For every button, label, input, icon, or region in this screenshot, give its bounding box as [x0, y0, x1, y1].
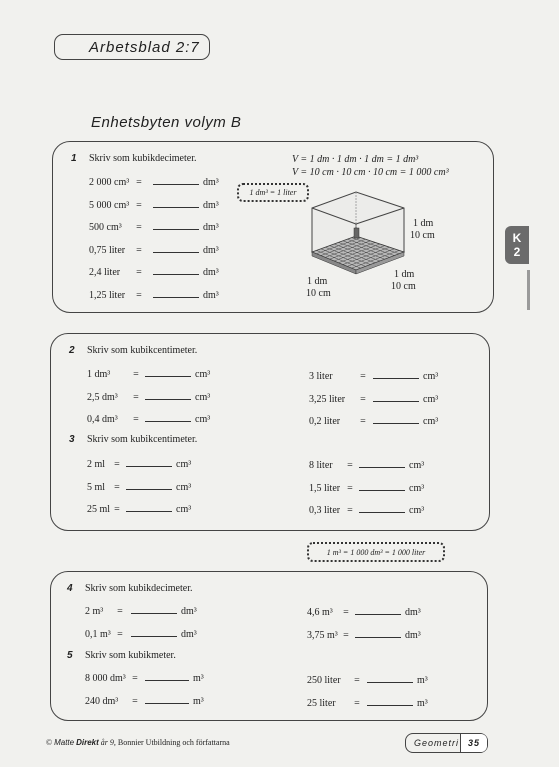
question-text: Skriv som kubikcentimeter. [87, 345, 198, 356]
exercise-row [307, 673, 428, 686]
equals-sign: = [347, 482, 353, 494]
unit-label: m³ [417, 675, 428, 686]
exercise-row [85, 604, 197, 617]
exercise-value: 4,6 m³ [307, 607, 333, 618]
exercise-value: 8 liter [309, 460, 333, 471]
exercise-value: 3,25 liter [309, 393, 346, 405]
exercise-value: 0,2 liter [309, 416, 341, 427]
equals-sign: = [133, 391, 139, 403]
question-text: Skriv som kubikcentimeter. [87, 434, 198, 445]
answer-blank[interactable] [359, 503, 405, 513]
unit-label: dm³ [203, 177, 219, 188]
question-text: Skriv som kubikmeter. [85, 650, 176, 661]
unit-label: cm³ [423, 393, 439, 405]
answer-blank[interactable] [145, 367, 191, 377]
equals-sign: = [136, 199, 142, 211]
exercise-value: 2 m³ [85, 606, 104, 617]
unit-label: dm³ [203, 244, 219, 256]
answer-blank[interactable] [126, 502, 172, 512]
unit-label: dm³ [405, 607, 421, 618]
equals-sign: = [136, 290, 142, 301]
equals-sign: = [114, 504, 120, 515]
answer-blank[interactable] [153, 288, 199, 298]
unit-label: dm³ [405, 629, 421, 641]
exercise-row [87, 412, 210, 425]
unit-label: dm³ [203, 222, 219, 234]
equals-sign: = [360, 371, 366, 382]
exercise-value: 2,4 liter [89, 267, 121, 279]
exercise-value: 8 000 dm³ [85, 673, 126, 684]
unit-label: cm³ [195, 391, 211, 403]
exercise-row [309, 392, 438, 405]
worksheet-title: Arbetsblad 2:7 [89, 38, 200, 56]
exercise-row [89, 265, 219, 278]
answer-blank[interactable] [355, 605, 401, 615]
answer-blank[interactable] [367, 696, 413, 706]
answer-blank[interactable] [126, 480, 172, 490]
exercise-value: 1 dm³ [87, 369, 111, 380]
cube-illustration [306, 190, 406, 285]
page-edge-mark [527, 270, 530, 310]
unit-label: cm³ [195, 414, 211, 425]
unit-label: cm³ [423, 416, 439, 427]
equals-sign: = [354, 675, 360, 686]
unit-label: cm³ [409, 505, 425, 516]
equals-sign: = [136, 244, 142, 256]
footer-copyright [46, 738, 230, 747]
exercise-value: 25 ml [87, 504, 111, 515]
exercise-value: 2,5 dm³ [87, 391, 118, 403]
worksheet-title-box [54, 34, 210, 60]
exercise-value: 1,25 liter [89, 290, 126, 301]
question-text: Skriv som kubikdecimeter. [89, 153, 197, 164]
cube-label-left-cm: 10 cm [306, 288, 331, 299]
exercise-row [307, 605, 421, 618]
unit-label: dm³ [181, 628, 197, 640]
cube-label-right-cm: 10 cm [410, 230, 435, 241]
footer-section: Geometri [414, 738, 460, 748]
unit-label: cm³ [409, 482, 425, 494]
exercise-row [85, 694, 204, 707]
equals-sign: = [347, 460, 353, 471]
chapter-tab [505, 226, 529, 264]
exercise-row [87, 502, 191, 515]
unit-label: cm³ [176, 459, 192, 470]
exercise-value: 3 liter [309, 371, 333, 382]
answer-blank[interactable] [145, 694, 189, 704]
answer-blank[interactable] [153, 175, 199, 185]
answer-blank[interactable] [145, 412, 191, 422]
exercise-row [307, 628, 421, 641]
equals-sign: = [136, 267, 142, 279]
exercise-value: 5 000 cm³ [89, 199, 130, 211]
answer-blank[interactable] [126, 457, 172, 467]
exercise-value: 0,4 dm³ [87, 414, 118, 425]
exercise-value: 0,75 liter [89, 244, 126, 256]
exercise-value: 1,5 liter [309, 482, 341, 494]
exercise-value: 0,1 m³ [85, 628, 111, 640]
exercise-row [307, 696, 428, 709]
chapter-tab-number: 2 [513, 245, 521, 259]
brand-direkt: Direkt [76, 738, 99, 747]
answer-blank[interactable] [131, 604, 177, 614]
equals-sign: = [343, 629, 349, 641]
equals-sign: = [133, 414, 139, 425]
equals-sign: = [360, 393, 366, 405]
exercise-value: 500 cm³ [89, 222, 122, 234]
equals-sign: = [136, 222, 142, 234]
answer-blank[interactable] [373, 414, 419, 424]
equals-sign: = [132, 673, 138, 684]
publisher-text: , Bonnier Utbildning och författarna [113, 738, 230, 747]
exercise-value: 2 ml [87, 459, 106, 470]
unit-label: cm³ [176, 504, 192, 515]
question-number: 4 [67, 583, 73, 594]
exercise-value: 3,75 m³ [307, 629, 338, 641]
answer-blank[interactable] [153, 243, 199, 253]
answer-blank[interactable] [153, 198, 199, 208]
unit-label: cm³ [176, 481, 192, 493]
unit-label: dm³ [181, 606, 197, 617]
equals-sign: = [347, 505, 353, 516]
copyright-symbol: © [46, 738, 55, 747]
exercise-row [89, 198, 219, 211]
equals-sign: = [136, 177, 142, 188]
unit-label: m³ [417, 697, 428, 709]
equals-sign: = [343, 607, 349, 618]
equals-sign: = [117, 606, 123, 617]
exercise-value: 25 liter [307, 697, 336, 709]
cube-label-right-dm: 1 dm [413, 218, 434, 229]
exercise-row [87, 457, 191, 470]
brand-matte: Matte [54, 738, 75, 747]
exercise-row [309, 414, 438, 427]
question-number: 5 [67, 650, 73, 661]
equals-sign: = [117, 628, 123, 640]
exercise-row [89, 288, 219, 301]
unit-label: dm³ [203, 290, 219, 301]
fact-box-text: 1 dm³ = 1 liter [249, 188, 297, 197]
answer-blank[interactable] [145, 671, 189, 681]
exercise-value: 5 ml [87, 481, 106, 493]
exercise-row [87, 480, 191, 493]
exercise-value: 240 dm³ [85, 695, 119, 707]
exercise-row [85, 671, 204, 684]
equals-sign: = [114, 459, 120, 470]
exercise-row [89, 175, 219, 188]
section-title: Enhetsbyten volym B [91, 114, 242, 131]
question-number: 1 [71, 153, 77, 164]
fact-box-dm-liter [237, 183, 309, 202]
exercise-row [309, 458, 424, 471]
exercise-row [87, 367, 210, 380]
cube-label-left-dm: 1 dm [307, 276, 328, 287]
equals-sign: = [133, 369, 139, 380]
exercise-value: 250 liter [307, 675, 341, 686]
equals-sign: = [132, 695, 138, 707]
equals-sign: = [354, 697, 360, 709]
answer-blank[interactable] [373, 369, 419, 379]
question-text: Skriv som kubikdecimeter. [85, 583, 193, 594]
exercise-row [85, 627, 197, 640]
answer-blank[interactable] [359, 481, 405, 491]
exercise-value: 0,3 liter [309, 505, 341, 516]
answer-blank[interactable] [359, 458, 405, 468]
exercise-row [309, 503, 424, 516]
cube-label-bottom-right-dm: 1 dm [394, 269, 415, 280]
answer-blank[interactable] [145, 390, 191, 400]
answer-blank[interactable] [373, 392, 419, 402]
footer-page-box [405, 733, 488, 753]
question-number: 3 [69, 434, 75, 445]
exercise-row [309, 481, 424, 494]
answer-blank[interactable] [367, 673, 413, 683]
question-number: 2 [69, 345, 75, 356]
chapter-tab-letter: K [512, 231, 522, 245]
unit-label: dm³ [203, 199, 219, 211]
fact-box-text: 1 m³ = 1 000 dm³ = 1 000 liter [326, 547, 426, 557]
exercise-row [89, 220, 219, 233]
unit-label: cm³ [195, 369, 211, 380]
equals-sign: = [114, 481, 120, 493]
answer-blank[interactable] [131, 627, 177, 637]
exercise-row [309, 369, 438, 382]
unit-label: m³ [193, 673, 204, 684]
brand-year: år 9 [100, 738, 114, 747]
answer-blank[interactable] [355, 628, 401, 638]
exercise-row [89, 243, 219, 256]
answer-blank[interactable] [153, 220, 199, 230]
cube-label-bottom-right-cm: 10 cm [391, 281, 416, 292]
equals-sign: = [360, 416, 366, 427]
unit-label: cm³ [409, 460, 425, 471]
unit-label: m³ [193, 695, 204, 707]
volume-formula-dm: V = 1 dm · 1 dm · 1 dm = 1 dm³ [292, 154, 419, 165]
unit-label: cm³ [423, 371, 439, 382]
page-number: 35 [460, 734, 487, 752]
exercise-value: 2 000 cm³ [89, 177, 130, 188]
volume-formula-cm: V = 10 cm · 10 cm · 10 cm = 1 000 cm³ [292, 167, 449, 178]
fact-box-m3 [307, 542, 445, 562]
unit-label: dm³ [203, 267, 219, 279]
exercise-row [87, 390, 210, 403]
answer-blank[interactable] [153, 265, 199, 275]
